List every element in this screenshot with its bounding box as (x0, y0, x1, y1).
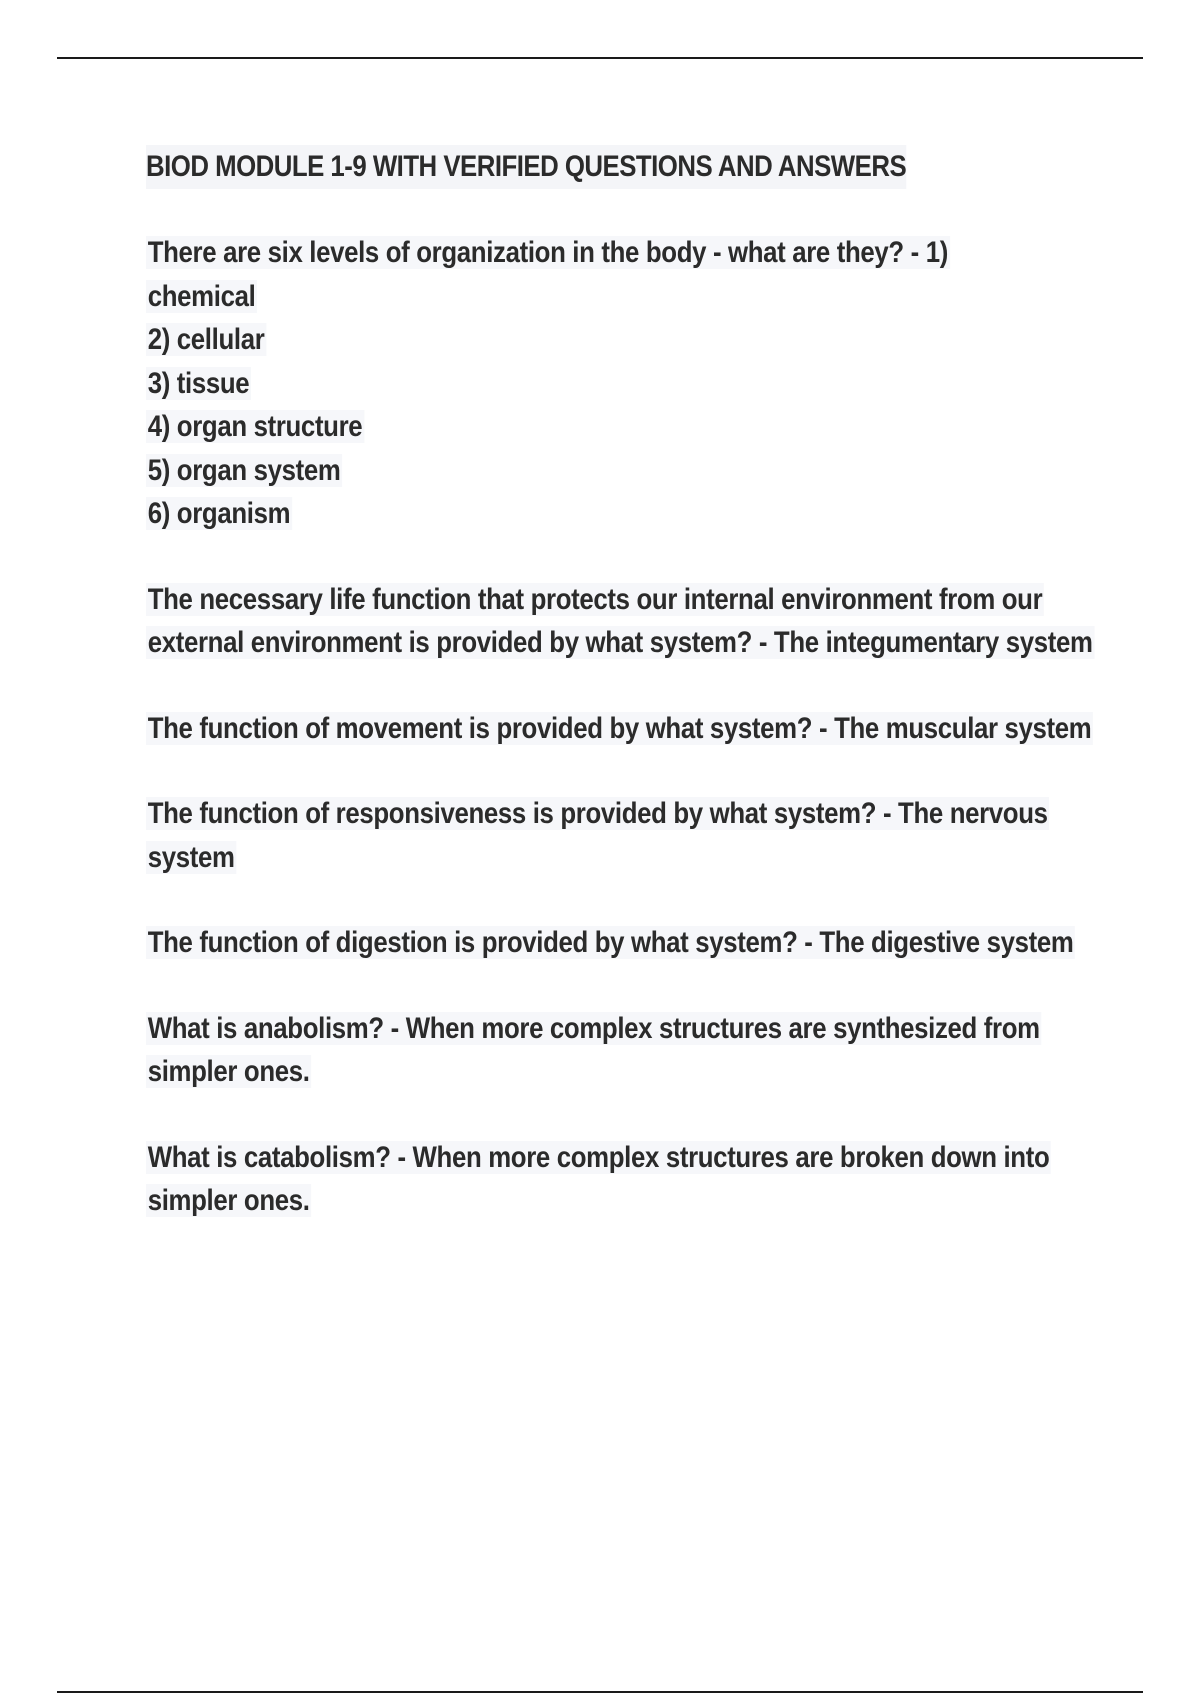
qa-text: What is catabolism? - When more complex structures are broken down into simpler ones. (147, 1140, 1050, 1217)
list-item: 4) organ structure (147, 410, 363, 443)
qa-item-anabolism (146, 1007, 1096, 1094)
qa-item-nervous (146, 792, 1096, 879)
list-item: 6) organism (147, 497, 291, 530)
qa-item-levels (146, 231, 1096, 536)
qa-item-integumentary (146, 578, 1096, 665)
qa-text: The function of movement is provided by what system? - The muscular system (147, 711, 1092, 745)
footer-rule (57, 1691, 1143, 1693)
qa-text: What is anabolism? - When more complex structures are synthesized from simpler ones. (147, 1011, 1040, 1088)
qa-item-digestive (146, 921, 1096, 965)
qa-text: The function of responsiveness is provided by what system? - The nervous system (147, 797, 1048, 874)
list-item: 5) organ system (147, 453, 341, 487)
header-rule (57, 57, 1143, 59)
qa-text: The function of digestion is provided by what system? - The digestive system (147, 926, 1074, 959)
document-title: BIOD MODULE 1-9 WITH VERIFIED QUESTIONS AND ANSWERS (146, 145, 906, 189)
list-item: chemical (147, 279, 256, 313)
list-item: 3) tissue (147, 366, 250, 400)
qa-item-muscular (146, 707, 1096, 751)
list-item: 2) cellular (147, 323, 265, 356)
document-body (146, 145, 1096, 1265)
qa-text: The necessary life function that protects our internal environment from our external environment is provided by what system? - The integumentary system (147, 582, 1093, 659)
qa-question: There are six levels of organization in the body - what are they? - 1) (147, 236, 949, 269)
qa-item-catabolism (146, 1136, 1096, 1223)
